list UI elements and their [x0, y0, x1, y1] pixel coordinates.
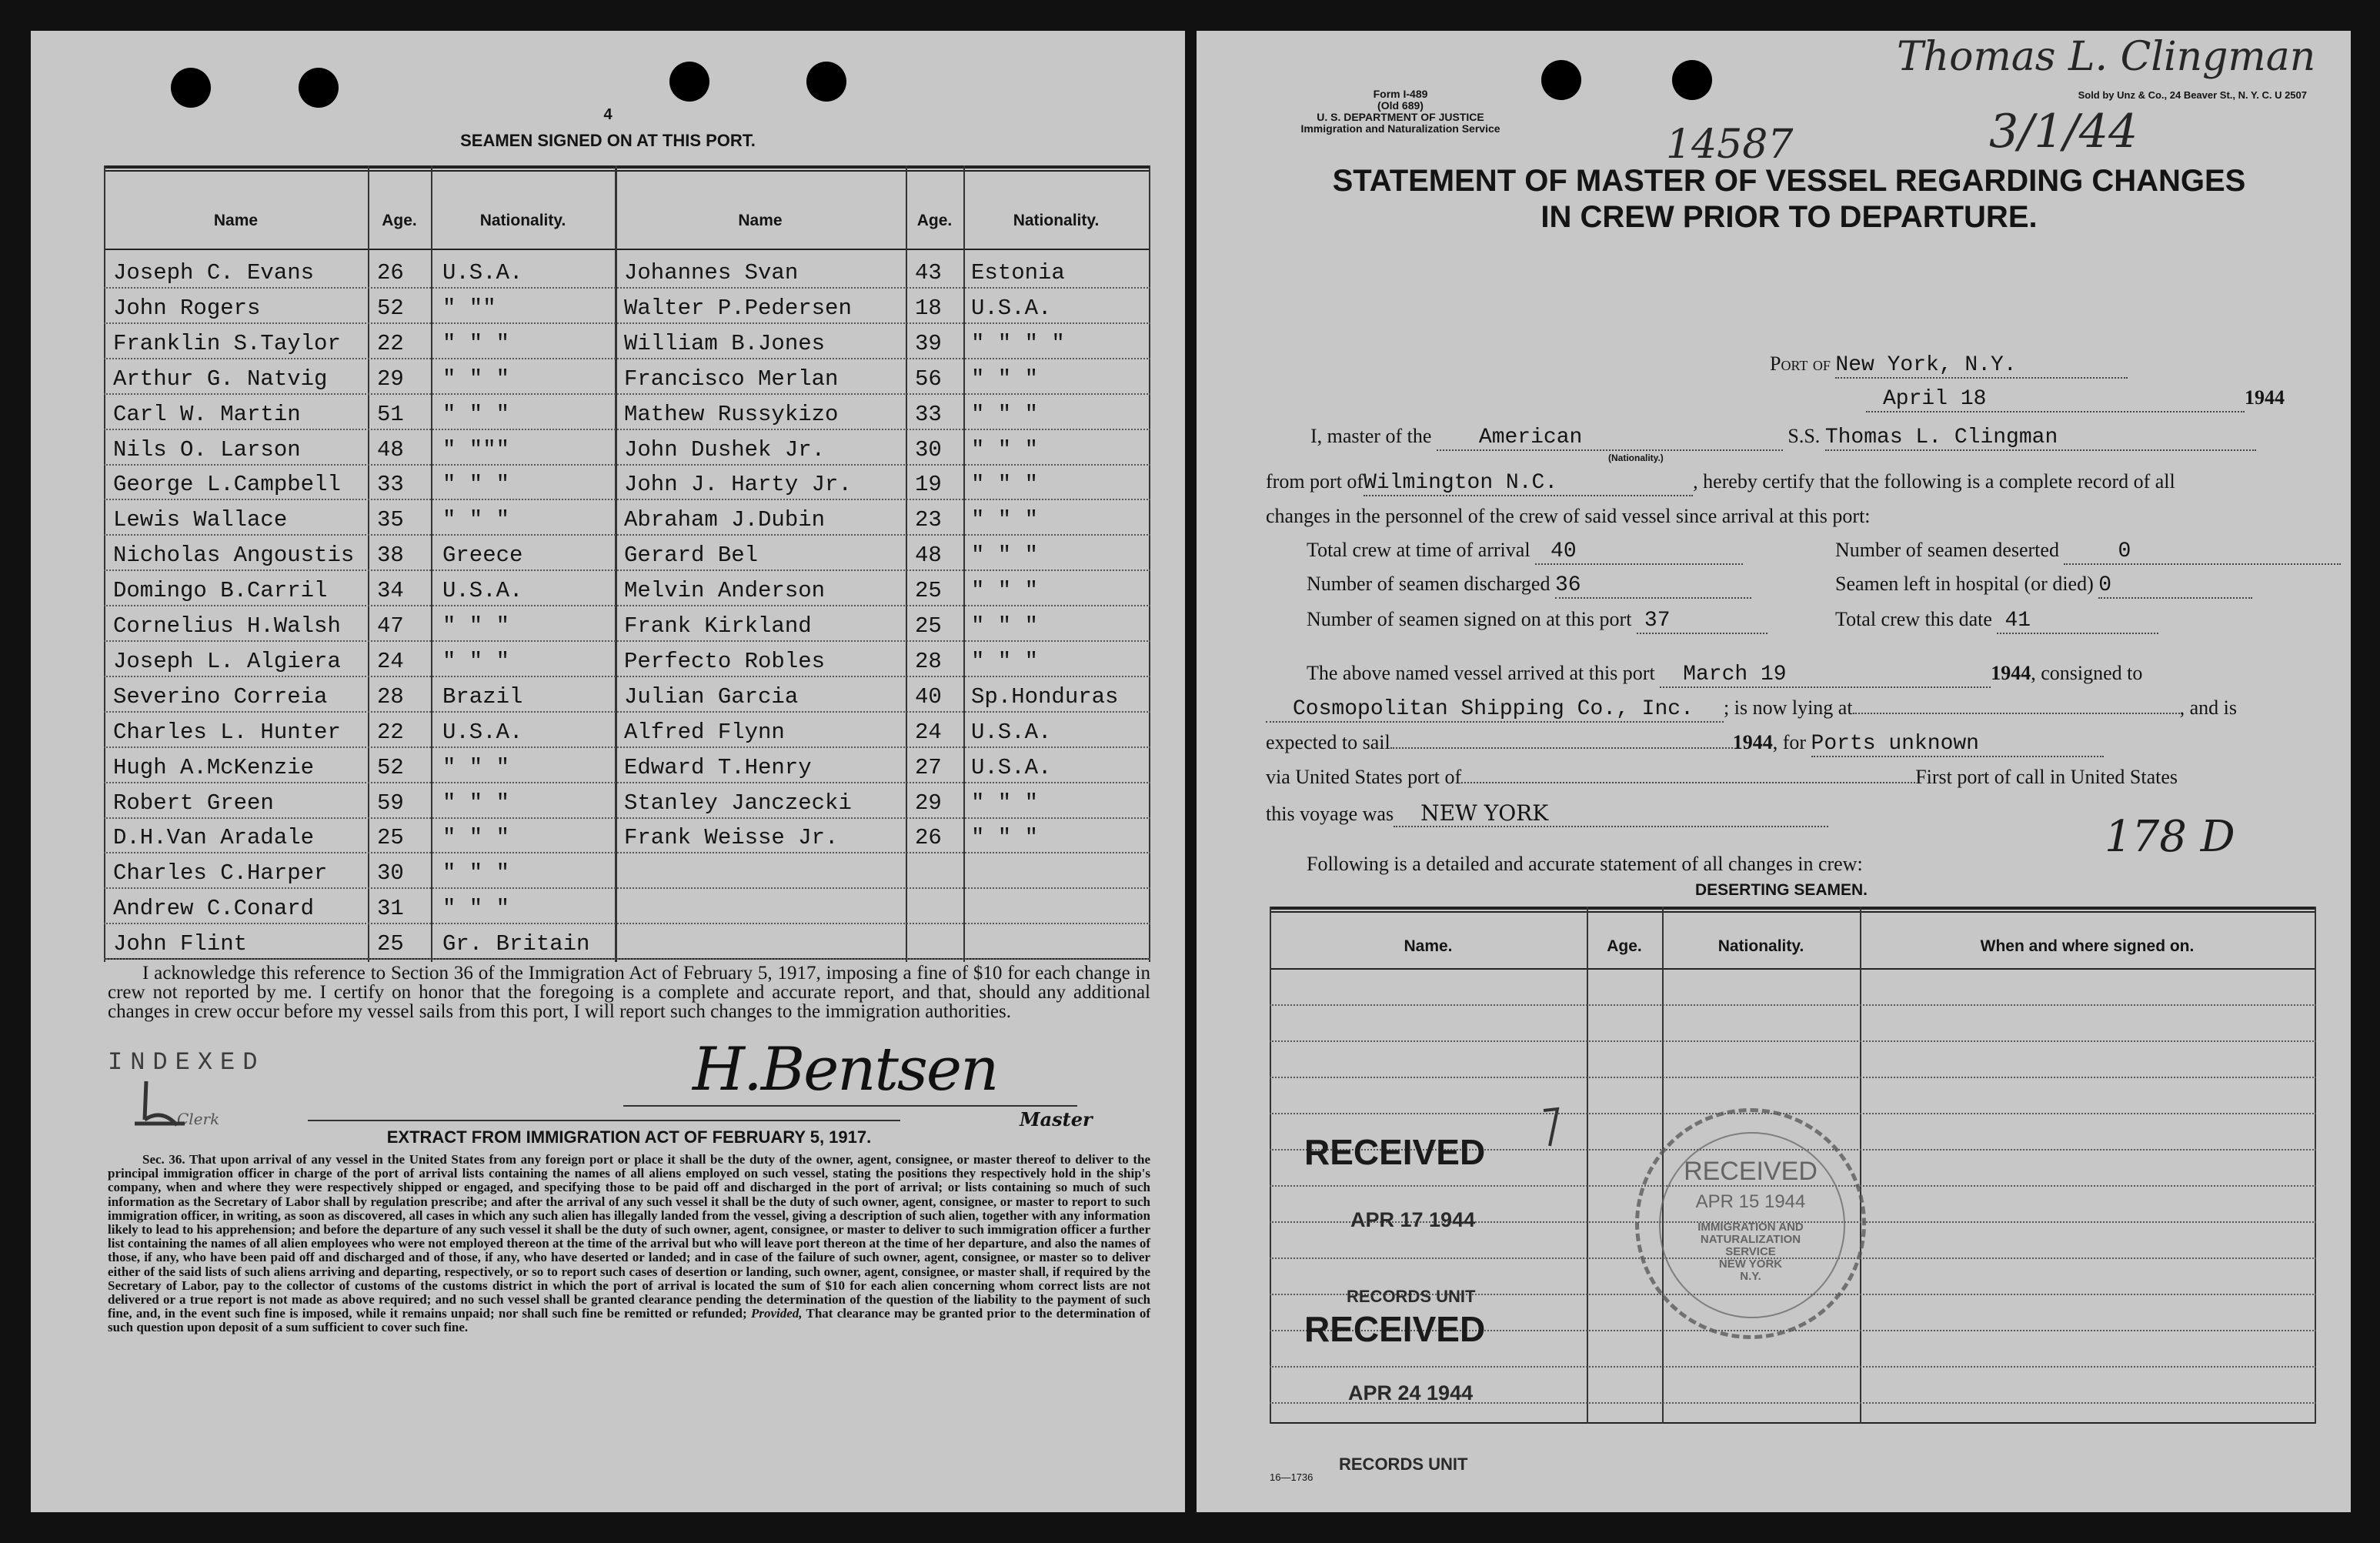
table-row: [1270, 970, 2316, 1006]
signed-on-label: Number of seamen signed on at this port: [1307, 608, 1632, 630]
seaman-nationality: " "": [442, 295, 496, 321]
seaman-nationality: U.S.A.: [971, 295, 1052, 321]
seaman-nationality: Estonia: [971, 260, 1065, 286]
year-printed: 1944: [2245, 386, 2285, 409]
seaman-name: George L.Campbell: [113, 472, 341, 498]
seaman-age: 30: [377, 860, 404, 887]
seaman-nationality: " " ": [971, 825, 1039, 851]
seaman-name: Charles C.Harper: [113, 860, 328, 887]
table-row: [104, 817, 1150, 853]
total-crew-date-label: Total crew this date: [1835, 608, 1992, 630]
ss-label: S.S.: [1788, 425, 1821, 447]
from-port-value: Wilmington N.C.: [1364, 471, 1693, 496]
seaman-name: Johannes Svan: [624, 260, 799, 286]
seaman-nationality: " " ": [442, 754, 510, 780]
seaman-name: Arthur G. Natvig: [113, 366, 328, 392]
arrived-line: [1307, 662, 2142, 688]
signed-on-line: [1307, 608, 1767, 634]
port-of-value: New York, N.Y.: [1835, 353, 2128, 379]
deserting-title: DESERTING SEAMEN.: [1694, 881, 1868, 899]
seaman-name: Domingo B.Carril: [113, 578, 328, 604]
seaman-age: 59: [377, 790, 404, 816]
seaman-age: 33: [377, 472, 404, 498]
consignee-line: [1266, 696, 2237, 723]
clerk-label: Clerk: [177, 1110, 220, 1128]
deserted-value: 0: [2064, 539, 2341, 565]
deserted-label: Number of seamen deserted: [1835, 539, 2059, 561]
service: Immigration and Naturalization Service: [1300, 122, 1500, 135]
seaman-name: Frank Weisse Jr.: [624, 825, 839, 851]
punch-hole: [1541, 60, 1581, 100]
for-label: , for: [1772, 731, 1807, 753]
seaman-age: 34: [377, 578, 404, 604]
table-row: [104, 853, 1150, 889]
seaman-nationality: " " ": [971, 790, 1039, 816]
master-of-line: [1310, 425, 2256, 451]
arrived-value: March 19: [1660, 663, 1991, 688]
seaman-name: Robert Green: [113, 790, 274, 816]
print-code: 16—1736: [1270, 1471, 1314, 1483]
arrived-label: The above named vessel arrived at this port: [1307, 662, 1655, 684]
seaman-name: Cornelius H.Walsh: [113, 613, 341, 639]
table-row: [1270, 1006, 2316, 1042]
master-of-label: I, master of the: [1310, 425, 1432, 447]
punch-hole: [669, 62, 709, 102]
seaman-nationality: " " ": [971, 366, 1039, 392]
lying-label: ; is now lying at: [1724, 696, 1853, 719]
seaman-name: Walter P.Pedersen: [624, 295, 852, 321]
seaman-nationality: U.S.A.: [442, 260, 523, 286]
seaman-age: 26: [915, 825, 942, 851]
following-line: Following is a detailed and accurate statement of all changes in crew:: [1307, 853, 1863, 875]
seller-imprint: Sold by Unz & Co., 24 Beaver St., N. Y. C. U 2507: [2078, 89, 2307, 101]
received-stamp-date: APR 17 1944: [1350, 1208, 1476, 1231]
signed-on-value: 37: [1637, 609, 1767, 634]
seaman-nationality: " " ": [442, 860, 510, 887]
seaman-age: 24: [915, 719, 942, 745]
discharged-line: [1307, 573, 1751, 599]
form-header: [1266, 89, 1535, 135]
total-crew-arrival-label: Total crew at time of arrival: [1307, 539, 1530, 561]
seaman-nationality: " " ": [442, 790, 510, 816]
right-page: [1197, 31, 2351, 1512]
seaman-age: 18: [915, 295, 942, 321]
table-row: [1270, 1078, 2316, 1114]
sail-date-field: [1390, 747, 1733, 749]
first-port-value: NEW YORK: [1394, 800, 1828, 827]
arrived-year: 1944: [1991, 662, 2031, 684]
first-port-label: First port of call in United States: [1915, 766, 2178, 788]
table-row: [104, 676, 1150, 713]
crew-arrival-line: [1307, 539, 1743, 565]
total-crew-date-line: [1835, 608, 2158, 634]
seaman-name: Gerard Bel: [624, 543, 759, 569]
seaman-name: Melvin Anderson: [624, 578, 826, 604]
seaman-nationality: " " ": [442, 825, 510, 851]
seaman-nationality: Greece: [442, 543, 523, 569]
round-received-seal: [1635, 1108, 1866, 1339]
seaman-nationality: Sp.Honduras: [971, 683, 1119, 710]
seaman-name: Andrew C.Conard: [113, 896, 315, 922]
from-port-label: from port of: [1266, 470, 1364, 493]
table-row: [104, 429, 1150, 466]
seaman-name: Julian Garcia: [624, 683, 799, 710]
seaman-age: 28: [915, 648, 942, 674]
seaman-nationality: " " ": [971, 436, 1039, 463]
punch-hole: [171, 68, 211, 108]
seaman-age: 38: [377, 543, 404, 569]
table-row: [104, 288, 1150, 324]
department: U. S. DEPARTMENT OF JUSTICE: [1317, 111, 1484, 123]
table-row: [104, 570, 1150, 606]
and-is-label: , and is: [2179, 696, 2237, 719]
date-value: April 18: [1866, 387, 2245, 412]
deserting-header-nationality: Nationality.: [1717, 937, 1804, 955]
seaman-name: Joseph C. Evans: [113, 260, 315, 286]
ship-name: Thomas L. Clingman: [1825, 426, 2256, 451]
seaman-age: 23: [915, 507, 942, 533]
seaman-nationality: " " ": [971, 472, 1039, 498]
seaman-age: 31: [377, 896, 404, 922]
seaman-nationality: " " ": [442, 896, 510, 922]
handwritten-file-number: 14587: [1666, 122, 1794, 168]
seaman-nationality: " " ": [442, 366, 510, 392]
table-row: [1270, 1042, 2316, 1078]
seaman-nationality: " " ": [971, 401, 1039, 427]
table-row: [104, 783, 1150, 819]
table-row: [104, 923, 1150, 960]
column-header-nationality: Nationality.: [479, 212, 566, 229]
seaman-age: 35: [377, 507, 404, 533]
title-line-2: IN CREW PRIOR TO DEPARTURE.: [1540, 200, 2038, 234]
seaman-age: 29: [377, 366, 404, 392]
seaman-name: Abraham J.Dubin: [624, 507, 826, 533]
acknowledgement-text: I acknowledge this reference to Section 36 of the Immigration Act of February 5, 1917, imposing a fine of $10 for each change in crew not reported by me. I certify on honor that the foregoing is a complete and accurate report, and that, should any additional changes in crew occur before my vessel sails from this port, I will report such changes to the immigration authorities.: [108, 963, 1150, 1022]
provided-label: Provided,: [750, 1306, 803, 1321]
total-crew-date-value: 41: [1997, 609, 2158, 634]
column-header-age: Age.: [916, 212, 953, 229]
sail-year: 1944: [1732, 731, 1773, 753]
seaman-nationality: " " ": [442, 330, 510, 356]
nationality-value: American: [1437, 426, 1783, 451]
seaman-name: Perfecto Robles: [624, 648, 826, 674]
via-port-line: [1266, 766, 2178, 789]
table-row: [104, 641, 1150, 677]
section-label: Sec. 36.: [142, 1152, 185, 1167]
seaman-nationality: " " ": [442, 507, 510, 533]
extract-text: Sec. 36. That upon arrival of any vessel in the United States from any foreign port or place it shall be the duty of the owner, agent, consignee, or master thereof to deliver to the principal immigration officer in charge of the port of arrival lists containing the names of all aliens employed on such vessel, stating the positions they respectively hold in the ship's company, when and where they were respectively shipped or engaged, and specifying those to be paid off and discharged in the port of arrival; or lists containing so much of such information as the Secretary of Labor shall by regulation prescribe; and after the arrival of any such vessel it shall be the duty of such owner, agent, consignee, or master to report to such immigration officer, in writing, as soon as discovered, all cases in which any such alien has illegally landed from the vessel, giving a description of such alien, together with any information likely to lead to his apprehension; and before the departure of any such vessel it shall be the duty of such owner, agent, consignee, or master to deliver to such immigration officer a further list containing the names of all alien employees who were not employed thereon at the time of the arrival but who will leave port thereon at the time of her departure, and also the names of those, if any, who have been paid off and discharged and of those, if any, who have deserted or landed; and in case of the failure of such owner, agent, consignee, or master so to deliver either of the said lists of such aliens arriving and departing, respectively, or so to report such cases of desertion or landing, such owner, agent, consignee, or master shall, if required by the Secretary of Labor, pay to the collector of customs of the customs district in which the port of arrival is located the sum of $10 for each alien concerning whom correct lists are not delivered or a true report is not made as above required; and no such vessel shall be granted clearance pending the determination of the question of the liability to the payment of such fine, and, in the event such fine is imposed, while it remains unpaid; nor shall such fine be remitted or refunded; Provided, That clearance may be granted prior to the determination of such question upon deposit of a sum sufficient to cover such fine.: [108, 1152, 1150, 1335]
seaman-nationality: Brazil: [442, 683, 523, 710]
port-of-label: Port of: [1770, 352, 1831, 375]
master-signature: H.Bentsen: [693, 1035, 998, 1104]
seaman-age: 43: [915, 260, 942, 286]
form-old-number: (Old 689): [1377, 99, 1424, 112]
destination-value: Ports unknown: [1811, 732, 2104, 757]
table-row: [104, 252, 1150, 289]
seaman-age: 47: [377, 613, 404, 639]
seaman-name: Severino Correia: [113, 683, 328, 710]
seaman-name: John J. Harty Jr.: [624, 472, 852, 498]
clerk-initial-mark: [131, 1077, 192, 1131]
table-row: [104, 464, 1150, 500]
seaman-name: Edward T.Henry: [624, 754, 812, 780]
hospital-line: [1835, 573, 2252, 599]
seal-date: APR 15 1944: [1695, 1191, 1806, 1212]
table-row: [104, 359, 1150, 395]
divider: [308, 1120, 900, 1121]
seaman-age: 52: [377, 754, 404, 780]
nationality-label: (Nationality.): [1608, 453, 1664, 463]
seaman-age: 52: [377, 295, 404, 321]
handwritten-vessel-name: Thomas L. Clingman: [1897, 34, 2316, 80]
seaman-name: Joseph L. Algiera: [113, 648, 341, 674]
seaman-name: Charles L. Hunter: [113, 719, 341, 745]
left-page: [31, 31, 1185, 1512]
seaman-age: 27: [915, 754, 942, 780]
seaman-name: D.H.Van Aradale: [113, 825, 315, 851]
port-of-line: [1770, 352, 2128, 379]
seaman-nationality: " """: [442, 436, 510, 463]
seaman-age: 25: [377, 825, 404, 851]
expected-label: expected to sail: [1266, 731, 1390, 753]
via-label: via United States port of: [1266, 766, 1462, 788]
handwritten-date: 3/1/44: [1989, 105, 2138, 159]
seaman-age: 30: [915, 436, 942, 463]
changes-line: changes in the personnel of the crew of said vessel since arrival at this port:: [1266, 505, 1871, 527]
seaman-name: William B.Jones: [624, 330, 826, 356]
seaman-age: 22: [377, 330, 404, 356]
via-port-field: [1461, 782, 1915, 783]
seaman-nationality: U.S.A.: [442, 578, 523, 604]
form-number: Form I-489: [1373, 88, 1428, 100]
seaman-age: 25: [915, 613, 942, 639]
seaman-age: 33: [915, 401, 942, 427]
deserted-line: [1835, 539, 2341, 565]
seaman-nationality: " " ": [442, 648, 510, 674]
table-row: [104, 323, 1150, 359]
this-voyage-line: [1266, 800, 1828, 827]
seaman-nationality: U.S.A.: [442, 719, 523, 745]
punch-hole: [299, 68, 339, 108]
deserting-header-age: Age.: [1607, 937, 1642, 955]
seaman-age: 25: [377, 931, 404, 957]
seaman-nationality: " " ": [971, 648, 1039, 674]
handwritten-tick-mark: [1539, 1104, 1562, 1151]
page-number: 4: [603, 106, 613, 123]
seaman-age: 19: [915, 472, 942, 498]
seaman-name: Carl W. Martin: [113, 401, 301, 427]
seaman-nationality: " " ": [971, 543, 1039, 569]
records-unit-label: RECORDS UNIT: [1347, 1287, 1476, 1306]
seaman-name: Mathew Russykizo: [624, 401, 839, 427]
column-header-nationality: Nationality.: [1013, 212, 1100, 229]
seal-received-text: RECEIVED: [1684, 1157, 1818, 1186]
deserting-header-when-where: When and where signed on.: [1980, 937, 2195, 955]
date-line: [1866, 386, 2285, 412]
seaman-age: 56: [915, 366, 942, 392]
this-voyage-label: this voyage was: [1266, 803, 1394, 825]
seaman-name: Nils O. Larson: [113, 436, 301, 463]
table-row: [104, 888, 1150, 924]
seaman-age: 26: [377, 260, 404, 286]
seaman-nationality: Gr. Britain: [442, 931, 590, 957]
table-row: [104, 606, 1150, 642]
table-row: [104, 499, 1150, 536]
table-row: [104, 535, 1150, 571]
records-unit-label: RECORDS UNIT: [1339, 1454, 1468, 1474]
seaman-age: 25: [915, 578, 942, 604]
discharged-label: Number of seamen discharged: [1307, 573, 1551, 595]
seaman-age: 48: [377, 436, 404, 463]
section-title: SEAMEN SIGNED ON AT THIS PORT.: [460, 131, 756, 150]
received-stamp: RECEIVED: [1304, 1132, 1486, 1172]
signature-line: [623, 1105, 1077, 1107]
seaman-nationality: " " ": [971, 613, 1039, 639]
title-line-1: STATEMENT OF MASTER OF VESSEL REGARDING CHANGES: [1332, 164, 2246, 198]
seaman-age: 39: [915, 330, 942, 356]
seaman-age: 24: [377, 648, 404, 674]
column-header-age: Age.: [382, 212, 417, 229]
deserting-header-name: Name.: [1404, 937, 1453, 955]
extract-title: EXTRACT FROM IMMIGRATION ACT OF FEBRUARY 5, 1917.: [386, 1127, 872, 1147]
seaman-age: 29: [915, 790, 942, 816]
table-row: [104, 747, 1150, 783]
seaman-nationality: U.S.A.: [971, 719, 1052, 745]
seaman-name: Francisco Merlan: [624, 366, 839, 392]
seaman-name: Franklin S.Taylor: [113, 330, 341, 356]
total-crew-arrival-value: 40: [1535, 539, 1743, 565]
seaman-age: 51: [377, 401, 404, 427]
seaman-age: 40: [915, 683, 942, 710]
punch-hole: [1672, 60, 1712, 100]
seaman-age: 48: [915, 543, 942, 569]
certify-text: , hereby certify that the following is a complete record of all: [1693, 470, 2175, 493]
indexed-stamp: INDEXED: [108, 1048, 265, 1077]
seaman-name: John Flint: [113, 931, 248, 957]
seaman-name: Hugh A.McKenzie: [113, 754, 315, 780]
seaman-nationality: U.S.A.: [971, 754, 1052, 780]
seaman-name: Nicholas Angoustis: [113, 543, 355, 569]
master-label: Master: [1020, 1108, 1093, 1131]
seaman-nationality: " " ": [442, 613, 510, 639]
document-title: [1243, 163, 2335, 235]
seaman-nationality: " " ": [971, 578, 1039, 604]
seaman-age: 28: [377, 683, 404, 710]
received-stamp-date: APR 24 1944: [1348, 1381, 1474, 1404]
lying-at-field: [1853, 713, 2180, 714]
seaman-name: Alfred Flynn: [624, 719, 785, 745]
seaman-nationality: " " ": [442, 401, 510, 427]
hospital-label: Seamen left in hospital (or died): [1835, 573, 2094, 595]
table-row: [104, 712, 1150, 748]
column-header-name: Name: [738, 212, 783, 229]
seaman-name: John Dushek Jr.: [624, 436, 826, 463]
consignee-value: Cosmopolitan Shipping Co., Inc.: [1266, 697, 1724, 723]
seaman-name: Lewis Wallace: [113, 507, 288, 533]
discharged-value: 36: [1555, 573, 1751, 599]
seaman-nationality: " " ": [442, 472, 510, 498]
handwritten-178-d: 178 D: [2105, 812, 2235, 862]
expected-sail-line: [1266, 731, 2104, 757]
seaman-name: John Rogers: [113, 295, 261, 321]
seaman-nationality: " " ": [971, 507, 1039, 533]
received-stamp: RECEIVED: [1304, 1309, 1486, 1349]
consigned-label: , consigned to: [2031, 662, 2143, 684]
hospital-value: 0: [2098, 573, 2252, 599]
seaman-age: 22: [377, 719, 404, 745]
from-port-line: [1266, 470, 2175, 496]
seal-agency-text: IMMIGRATION AND NATURALIZATION SERVICE NEW YORK N.Y.: [1697, 1221, 1804, 1283]
punch-hole: [806, 62, 846, 102]
seaman-name: Stanley Janczecki: [624, 790, 852, 816]
seaman-name: Frank Kirkland: [624, 613, 812, 639]
column-header-name: Name: [213, 212, 259, 229]
table-row: [104, 394, 1150, 430]
seamen-signed-on-table: [104, 165, 1150, 962]
seaman-nationality: " " " ": [971, 330, 1065, 356]
